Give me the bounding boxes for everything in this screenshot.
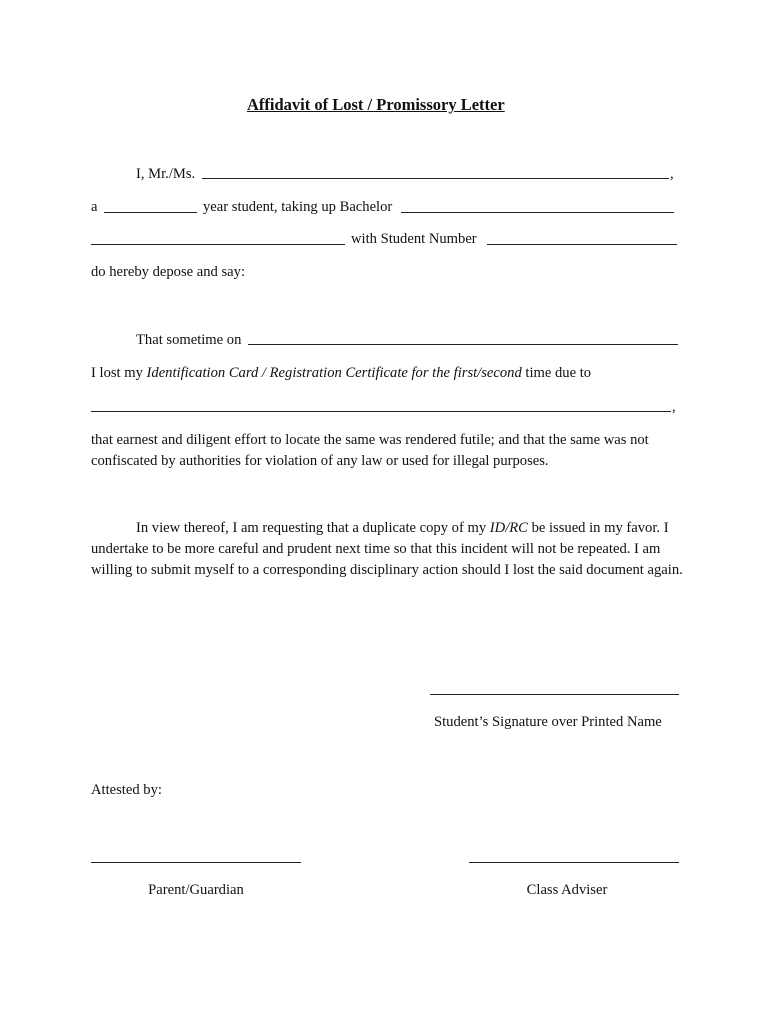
document-title: Affidavit of Lost / Promissory Letter xyxy=(247,95,505,114)
student-number-blank xyxy=(487,244,677,245)
name-suffix: , xyxy=(670,166,674,182)
year-prefix: a xyxy=(91,199,98,215)
name-prefix: I, Mr./Ms. xyxy=(136,166,196,182)
year-text: year student, taking up Bachelor xyxy=(203,199,393,215)
student-number-text: with Student Number xyxy=(351,231,477,247)
year-blank xyxy=(104,212,197,213)
reason-suffix: , xyxy=(672,399,676,415)
sometime-prefix: That sometime on xyxy=(136,332,242,348)
parent-signature-line xyxy=(91,862,301,863)
request-before: In view thereof, I am requesting that a duplicate copy of my xyxy=(136,520,487,536)
adviser-signature-line xyxy=(469,862,679,863)
request-after: be issued in my favor. I undertake to be more careful and prudent next time so that this incident will not be repeated. I am willing to submit myself to a corresponding disciplinary action should I lost the said document again. xyxy=(91,520,683,578)
lost-statement xyxy=(91,365,591,382)
reason-blank xyxy=(91,411,671,412)
bachelor-blank xyxy=(401,212,674,213)
depose-text: do hereby depose and say: xyxy=(91,264,245,280)
student-signature-line xyxy=(430,694,679,695)
program-blank xyxy=(91,244,345,245)
adviser-label: Class Adviser xyxy=(526,882,608,898)
parent-label: Parent/Guardian xyxy=(148,882,244,898)
earnest-paragraph: that earnest and diligent effort to locate the same was rendered futile; and that the same was not confiscated by authorities for violation of any law or used for illegal purposes. xyxy=(91,432,649,469)
request-id-rc: ID/RC xyxy=(489,520,528,536)
name-blank xyxy=(202,178,669,179)
lost-after: time due to xyxy=(525,365,592,381)
lost-document-type: Identification Card / Registration Certificate for the first/second xyxy=(146,365,522,381)
date-blank xyxy=(248,344,678,345)
lost-before: I lost my xyxy=(91,365,143,381)
student-signature-label: Student’s Signature over Printed Name xyxy=(434,714,662,730)
request-paragraph xyxy=(91,518,691,581)
attested-by-label: Attested by: xyxy=(91,782,162,798)
